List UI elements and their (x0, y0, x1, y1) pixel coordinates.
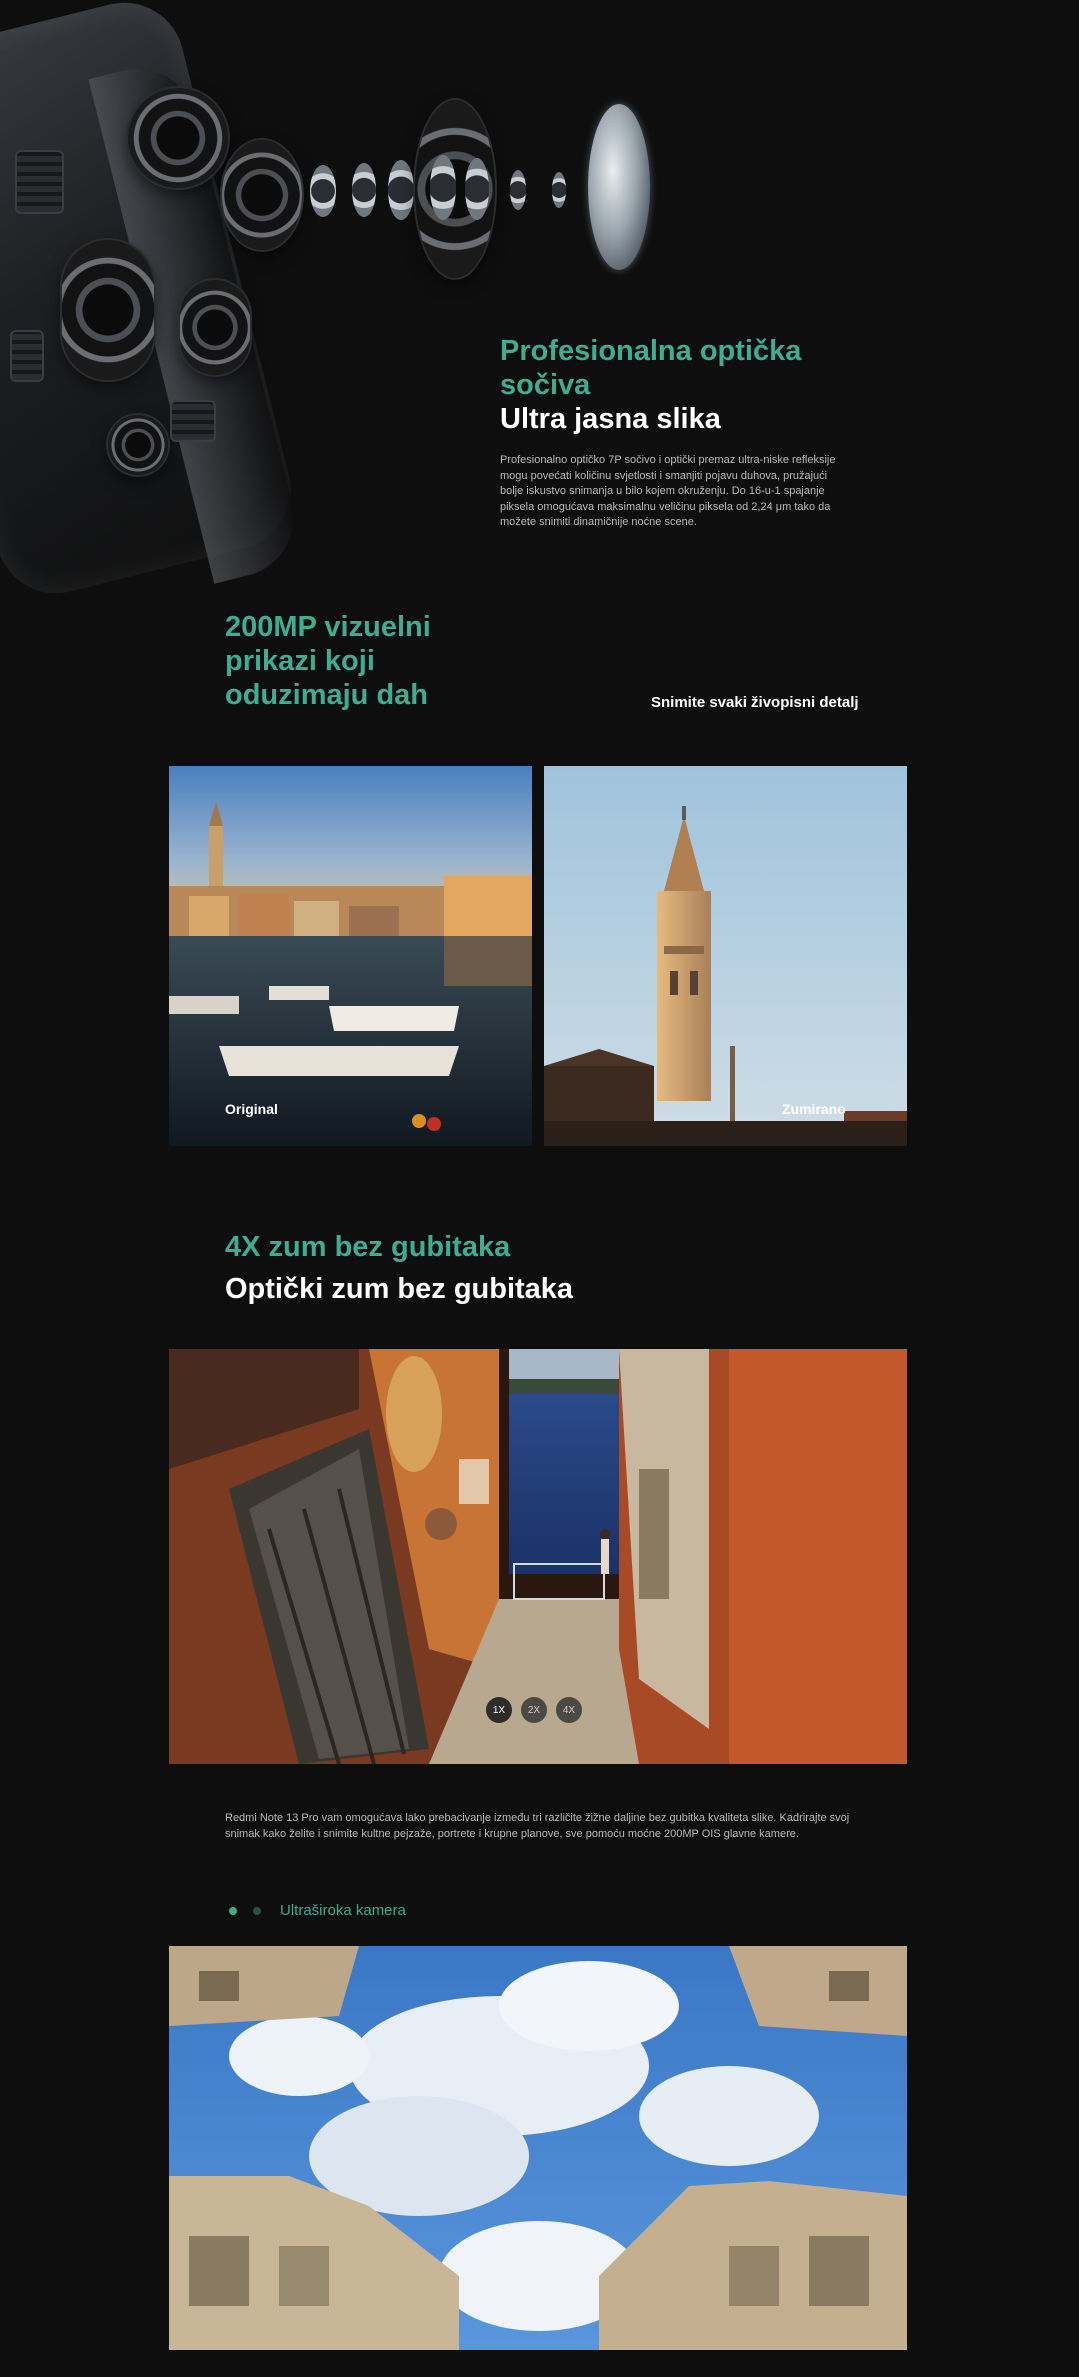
megapixel-title-line2: prikazi koji (225, 645, 375, 677)
megapixel-title-line3: oduzimaju dah (225, 679, 428, 711)
lens-subtitle: Ultra jasna slika (500, 403, 721, 435)
lens-element-3 (388, 160, 414, 220)
photo-original-harbor (169, 766, 532, 1146)
carousel-dot-active[interactable] (229, 1907, 237, 1915)
photo-alley-sea (169, 1349, 907, 1764)
lens-element-6 (510, 170, 526, 210)
photo-zoomed-tower (544, 766, 907, 1146)
zoom-title: 4X zum bez gubitaka (225, 1231, 511, 1263)
lens-text-block (500, 334, 860, 531)
zoom-description: Redmi Note 13 Pro vam omogućava lako prebacivanje između tri različite žižne daljine bez gubitka kvaliteta slike. Kadrirajte svoj snimak kako želite i snimite kultne pejzaže, portrete i krupne planove, sve pomoću moćne 200MP OIS glavne kamere. (225, 1812, 850, 1840)
harbor-photo (169, 766, 532, 1146)
lens-description: Profesionalno optičko 7P sočivo i optički premaz ultra-niske refleksije mogu povećati količinu svjetlosti i smanjiti pojavu duhova, pružajući bolje iskustvo snimanja u bilo kojem okruženju. Do 16-u-1 spajanje piksela omogućava maksimalnu veličinu piksela od 2,24 μm tako da možete snimiti dinamičnije noćne scene. (500, 454, 836, 528)
zoom-4x-button[interactable]: 4X (556, 1697, 582, 1723)
depth-camera-ring (108, 415, 168, 475)
label-original: Original (225, 1101, 278, 1117)
lens-element-7 (552, 172, 566, 208)
zoom-1x-button[interactable]: 1X (486, 1697, 512, 1723)
main-camera-ring (128, 88, 228, 188)
megapixel-title-block (225, 610, 485, 712)
lens-element-2 (352, 163, 376, 217)
tower-photo (544, 766, 907, 1146)
lens-barrel (222, 140, 302, 250)
lens-title-line2: sočiva (500, 369, 591, 401)
ultrawide-tab-label[interactable]: Ultraširoka kamera (280, 1902, 406, 1919)
lens-cover-glass (588, 104, 650, 270)
zoom-2x-button[interactable]: 2X (521, 1697, 547, 1723)
sensor-chip-small (10, 330, 44, 382)
lens-element-5 (465, 158, 489, 220)
lens-element-1 (310, 165, 336, 217)
sensor-chip-right (170, 400, 216, 442)
photo-ultrawide-sky (169, 1946, 907, 2350)
lens-element-4 (430, 155, 456, 220)
ultrawide-photo (169, 1946, 907, 2350)
zoom-subtitle: Optički zum bez gubitaka (225, 1273, 574, 1305)
carousel-dot-inactive[interactable] (253, 1907, 261, 1915)
sensor-chip (15, 150, 64, 214)
zoom-title-block (225, 1230, 725, 1306)
label-zoomed: Zumirano (782, 1101, 846, 1117)
lens-title-line1: Profesionalna optička (500, 335, 802, 367)
macro-camera-ring (180, 280, 250, 375)
megapixel-tagline: Snimite svaki živopisni detalj (651, 694, 859, 711)
secondary-camera-ring (62, 240, 154, 380)
megapixel-title-line1: 200MP vizuelni (225, 611, 431, 643)
